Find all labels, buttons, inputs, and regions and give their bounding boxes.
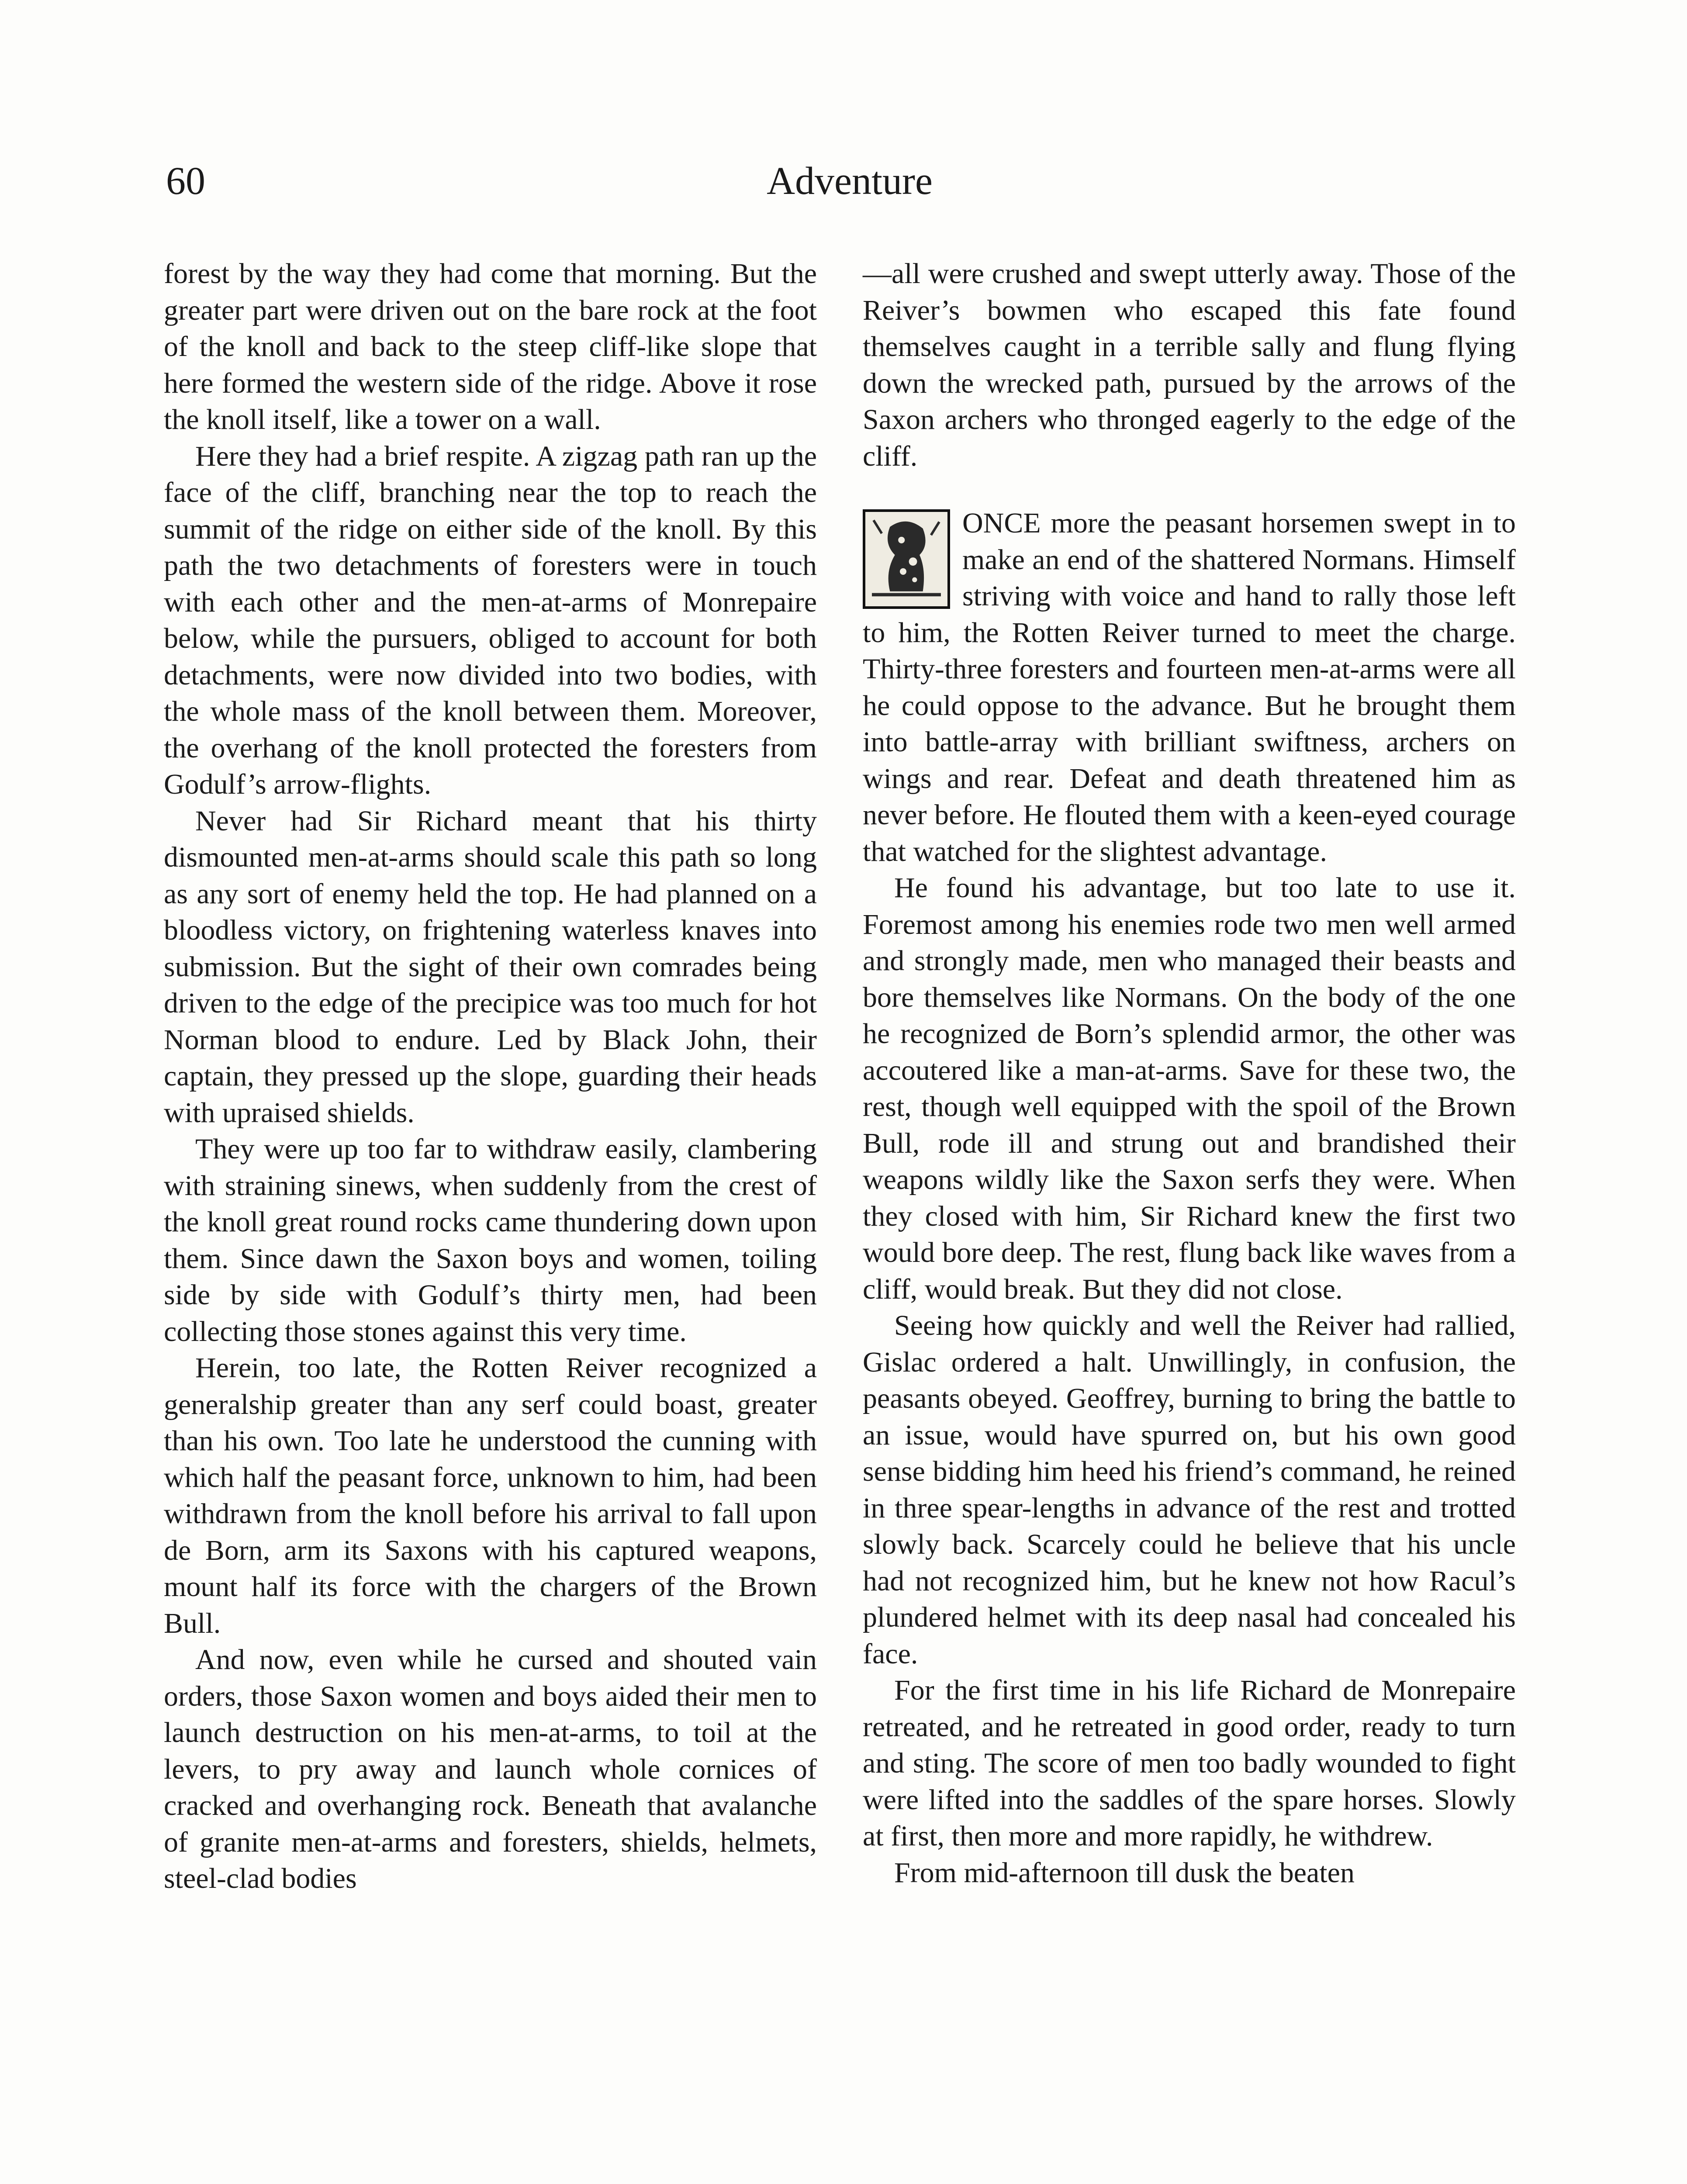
running-head-title: Adventure bbox=[767, 159, 933, 203]
paragraph: And now, even while he cursed and shouted vain orders, those Saxon women and boys aided their men to launch destruction on his men-at-arms, to toil at the levers, to pry away and launch whole cornices of cracked and overhanging rock. Beneath that avalanche of granite men-at-arms and foresters, shields, helmets, steel-clad bodies bbox=[164, 1644, 817, 1894]
paragraph: Seeing how quickly and well the Reiver had rallied, Gislac ordered a halt. Unwillingly, in confusion, the peasants obeyed. Geoffrey, burning to bring the battle to an issue, would have spurred on, but his own good sense bidding him heed his friend’s command, he reined in three spear-lengths in advance of the rest and trotted slowly back. Scarcely could he believe that his uncle had not recognized him, but he knew not how Racul’s plundered helmet with its deep nasal had concealed his face. bbox=[863, 1310, 1516, 1670]
paragraph: forest by the way they had come that morning. But the greater part were driven out on the bare rock at the foot of the knoll and back to the steep cliff-like slope that here formed the western side of the ridge. Above it rose the knoll itself, like a tower on a wall. bbox=[164, 258, 817, 435]
paragraph: For the first time in his life Richard de Monrepaire retreated, and he retreated in good order, ready to turn and sting. The score of men too badly wounded to fight were lifted into the saddles of the spare horses. Slowly at first, then more and more rapidly, he withdrew. bbox=[863, 1674, 1516, 1852]
decorative-initial-icon bbox=[863, 509, 950, 609]
initial-paragraph: ONCE more the peasant horsemen swept in to make an end of the shattered Normans. Himself striving with voice and hand to rally those left to him, the Rotten Reiver turned to meet the charge. Thirty-three foresters and fourteen men-at-arms were all he could oppose to the advance. But he brought them into battle-array with brilliant swiftness, archers on wings and rear. Defeat and death threatened him as never before. He flouted them with a keen-eyed courage that watched for the slightest advantage. bbox=[863, 507, 1516, 867]
paragraph: From mid-afternoon till dusk the beaten bbox=[894, 1856, 1355, 1889]
paragraph: They were up too far to withdraw easily, clambering with straining sinews, when suddenly from the crest of the knoll great round rocks came thundering down upon them. Since dawn the Saxon boys and women, toiling side by side with Godulf’s thirty men, had been collecting those stones against this very time. bbox=[164, 1133, 817, 1348]
paragraph: Never had Sir Richard meant that his thirty dismounted men-at-arms should scale this path so long as any sort of enemy held the top. He had planned on a bloodless victory, on frightening waterless knaves into submission. But the sight of their own comrades being driven to the edge of the precipice was too much for hot Norman blood to endure. Led by Black John, their captain, they pressed up the slope, guarding their heads with upraised shields. bbox=[164, 805, 817, 1129]
paragraph: Herein, too late, the Rotten Reiver recognized a generalship greater than any serf could boast, greater than his own. Too late he understood the cunning with which half the peasant force, unknown to him, had been withdrawn from the knoll before his arrival to fall upon de Born, arm its Saxons with his captured weapons, mount half its force with the chargers of the Brown Bull. bbox=[164, 1352, 817, 1639]
page-number: 60 bbox=[166, 159, 205, 203]
section-opening bbox=[863, 505, 1516, 870]
left-column bbox=[164, 256, 817, 1897]
right-column bbox=[863, 256, 1516, 1891]
paragraph: —all were crushed and swept utterly away. Those of the Reiver’s bowmen who escaped this fate found themselves caught in a terrible sally and flung flying down the wrecked path, pursued by the arrows of the Saxon archers who thronged eagerly to the edge of the cliff. bbox=[863, 258, 1516, 472]
paragraph: He found his advantage, but too late to use it. Foremost among his enemies rode two men well armed and strongly made, men who managed their beasts and bore themselves like Normans. On the body of the one he recognized de Born’s splendid armor, the other was accoutered like a man-at-arms. Save for these two, the rest, though well equipped with the spoil of the Brown Bull, rode ill and strung out and brandished their weapons wildly like the Saxon serfs they were. When they closed with him, Sir Richard knew the first two would bore deep. The rest, flung back like waves from a cliff, would break. But they did not close. bbox=[863, 872, 1516, 1305]
paragraph: Here they had a brief respite. A zigzag path ran up the face of the cliff, branching near the top to reach the summit of the ridge on either side of the knoll. By this path the two detachments of foresters were in touch with each other and the men-at-arms of Monrepaire below, while the pursuers, obliged to account for both detachments, were now divided into two bodies, with the whole mass of the knoll between them. Moreover, the overhang of the knoll protected the foresters from Godulf’s arrow-flights. bbox=[164, 440, 817, 800]
page-header bbox=[166, 153, 1533, 223]
